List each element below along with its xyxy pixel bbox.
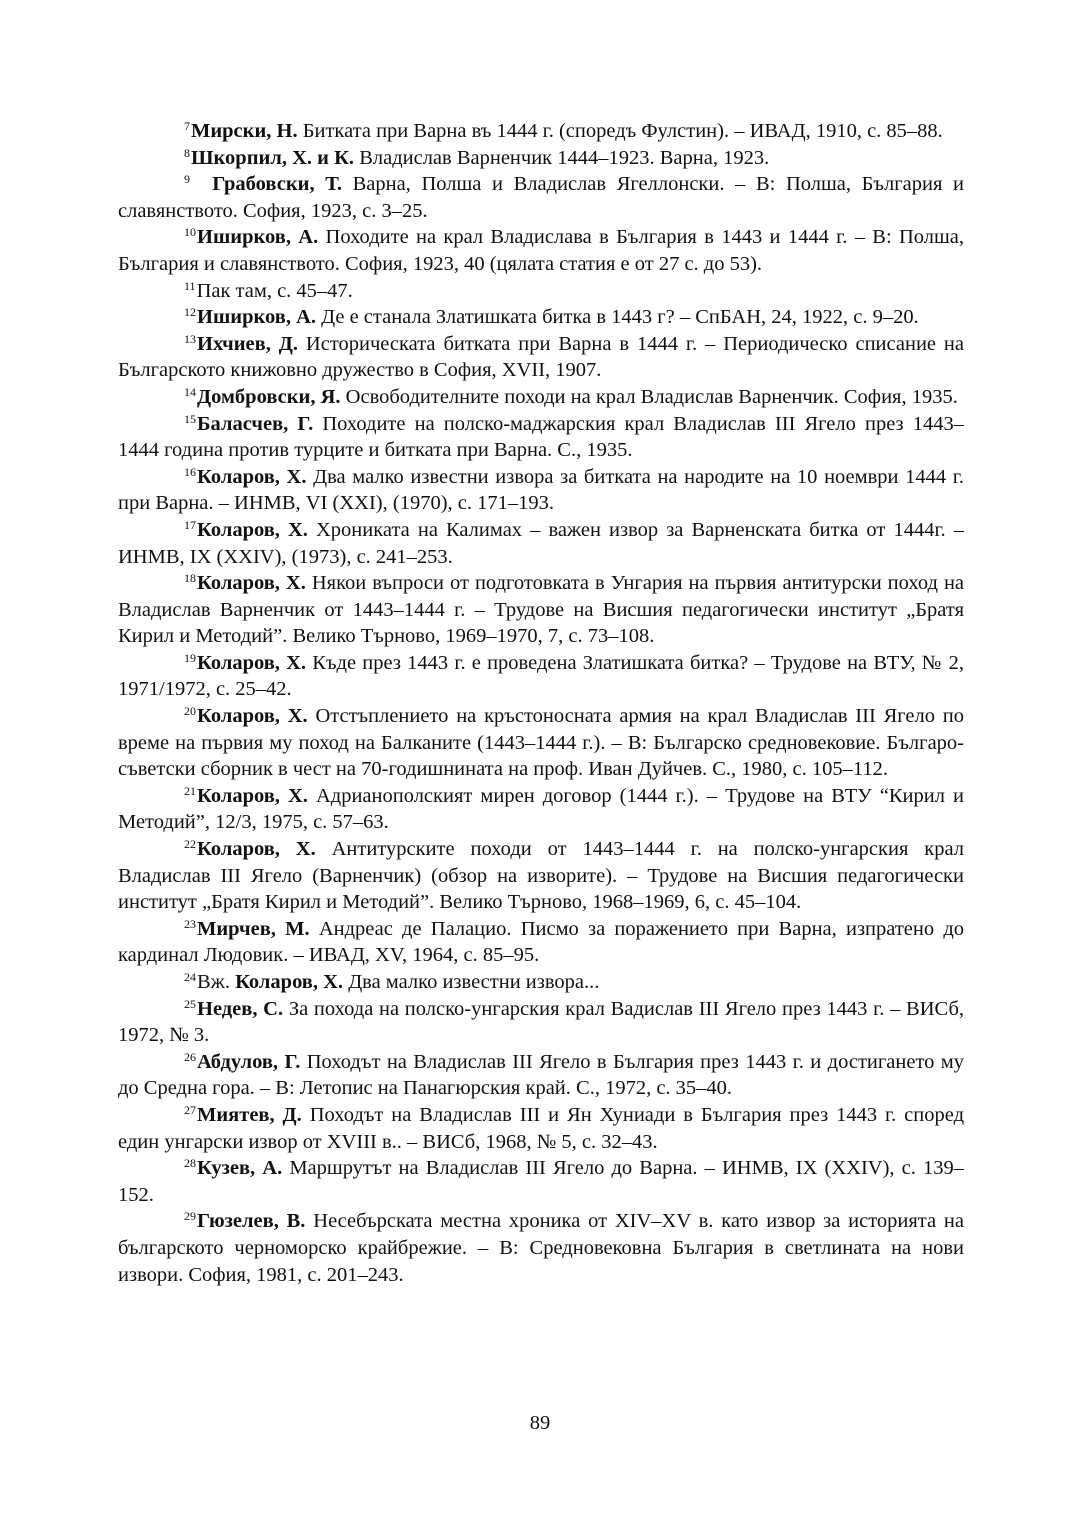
footnote-text: Походът на Владислав III и Ян Хуниади в България през 1443 г. според един унгарски извор от XVIII в.. – ВИСб, 1968, № 5, с. 32–43. [118,1103,965,1153]
footnote-number: 23 [184,916,196,931]
footnote-26 [118,1049,964,1102]
footnote-14 [118,384,964,411]
footnote-11 [118,278,964,305]
footnote-text: Къде през 1443 г. е проведена Златишката битка? – Трудове на ВТУ, № 2, 1971/1972, с. 25–42. [118,651,964,701]
footnote-8 [118,145,964,172]
footnote-18 [118,570,964,650]
footnote-15 [118,411,964,464]
footnote-author: Мирски, Н. [191,120,298,142]
footnote-28 [118,1155,964,1208]
footnote-text: Маршрутът на Владислав III Ягело до Варна. – ИНМВ, IX (XXIV), с. 139–152. [118,1157,965,1206]
footnote-27 [118,1102,964,1155]
footnote-author: Коларов, Х. [197,705,308,728]
footnote-22 [118,836,964,916]
footnote-author: Миятев, Д. [197,1103,302,1126]
footnote-author: Коларов, Х. [197,784,308,807]
footnote-text: Адрианополският мирен договор (1444 г.). – Трудове на ВТУ “Кирил и Методий”, 12/3, 1975, с. 57–63. [118,784,964,834]
footnote-number: 9 [184,172,190,187]
footnote-number: 13 [184,331,196,346]
footnote-number: 10 [184,225,196,240]
footnote-number: 8 [184,145,190,160]
footnote-text: Владислав Варненчик 1444–1923. Варна, 1923. [359,146,770,169]
footnote-text: Антитурските походи от 1443–1444 г. на полско-унгарския крал Владислав III Ягело (Варненчик) (обзор на изворите). – Трудове на Висшия педагогически институт „Братя Кирил и Методий”. Велико Търново, 1968–1969, 6, с. 45–104. [118,838,964,914]
footnote-text: Де е станала Златишката битка в 1443 г? – СпБАН, 24, 1922, с. 9–20. [321,306,919,329]
footnote-23 [118,916,964,969]
footnote-text: Андреас де Палацио. Писмо за поражението при Варна, изпратено до кардинал Людовик. – ИВАД, XV, 1964, с. 85–95. [118,917,964,967]
footnote-13 [118,331,964,384]
footnote-number: 14 [184,384,196,399]
footnote-number: 19 [184,650,196,665]
footnote-author: Коларов, Х. [197,465,307,488]
footnote-19 [118,650,964,703]
footnote-text: Битката при Варна въ 1444 г. (споредъ Фулстин). – ИВАД, 1910, с. 85–88. [302,120,943,142]
footnote-number: 28 [184,1156,196,1171]
footnote-author: Гюзелев, В. [197,1210,306,1233]
footnote-author: Баласчев, Г. [197,412,314,435]
footnote-text: За похода на полско-унгарския крал Вадислав III Ягело през 1443 г. – ВИСб, 1972, № 3. [118,997,965,1047]
footnote-number: 18 [184,571,196,586]
footnote-author: Коларов, Х. [197,838,316,861]
footnote-text: Варна, Полша и Владислав Ягеллонски. – В: Полша, България и славянството. София, 1923, с. 3–25. [118,173,965,222]
footnote-text: Походът на Владислав III Ягело в България през 1443 г. и достигането му до Средна гора. – В: Летопис на Панагюрския край. С., 1972, с. 35–40. [118,1050,965,1100]
footnote-author: Недев, С. [197,997,284,1020]
footnote-prefix: Вж. [197,971,230,993]
footnote-number: 16 [184,464,196,479]
footnote-author: Шкорпил, Х. и К. [191,146,355,169]
footnote-author: Иширков, А. [197,226,319,249]
page-number: 89 [529,1412,551,1434]
footnote-author: Коларов, Х. [197,518,308,541]
footnote-number: 25 [184,996,196,1011]
footnote-author: Абдулов, Г. [197,1050,301,1073]
footnote-text: Несебърската местна хроника от XIV–XV в. като извор за историята на българското черноморско крайбрежие. – В: Средновековна България в светлината на нови извори. София, 1981, с. 201–243. [118,1210,964,1286]
footnote-number: 27 [184,1102,196,1117]
footnote-text: Два малко известни извора... [348,971,600,993]
footnote-text: Хрониката на Калимах – важен извор за Варненската битка от 1444г. – ИНМВ, IX (XXIV), (1973), с. 241–253. [118,518,964,568]
footnote-number: 20 [184,704,196,719]
footnote-number: 29 [184,1209,196,1224]
footnote-24 [118,969,964,996]
footnote-29 [118,1208,964,1288]
footnote-21 [118,783,964,836]
footnote-10 [118,224,964,277]
footnote-author: Кузев, А. [197,1157,283,1180]
footnote-number: 11 [184,278,196,293]
footnote-text: Походите на крал Владислава в България в 1443 и 1444 г. – В: Полша, България и славянството. София, 1923, 40 (цялата статия е от 27 с. до 53). [118,226,964,275]
footnote-20 [118,703,964,783]
footnote-author: Ихчиев, Д. [197,332,298,355]
footnote-number: 15 [184,411,196,426]
footnote-author: Мирчев, М. [197,917,310,940]
footnote-number: 21 [184,783,196,798]
footnote-author: Иширков, А. [197,306,316,329]
footnote-author: Домбровски, Я. [197,385,341,408]
footnote-number: 24 [184,970,196,984]
footnotes-block [118,118,964,1288]
footnote-number: 7 [184,119,190,133]
footnote-text: Пак там, с. 45–47. [196,279,353,302]
footnote-9 [118,171,964,224]
footnote-number: 17 [184,517,196,532]
footnote-text: Освободителните походи на крал Владислав Варненчик. София, 1935. [345,385,958,408]
footnote-author: Коларов, Х. [235,971,344,993]
footnote-25 [118,996,964,1049]
footnote-text: Някои въпроси от подготовката в Унгария на първия антитурски поход на Владислав Варненчик от 1443–1444 г. – Трудове на Висшия педагогически институт „Братя Кирил и Методий”. Велико Търново, 1969–1970, 7, с. 73–108. [118,572,965,648]
footnote-17 [118,517,964,570]
footnote-number: 12 [184,305,196,320]
footnote-author: Коларов, Х. [197,572,306,595]
footnote-text: Отстъплението на кръстоносната армия на крал Владислав III Ягело по време на първия му поход на Балканите (1443–1444 г.). – В: Българско средновековие. Българо-съветски сборник в чест на 70-годишнината на проф. Иван Дуйчев. С., 1980, с. 105–112. [118,705,964,781]
footnote-text: Историческата битката при Варна в 1444 г. – Периодическо списание на Българското книжовно дружество в София, XVII, 1907. [118,332,964,382]
footnote-author: Грабовски, Т. [212,173,342,196]
footnote-number: 22 [184,837,196,852]
footnote-16 [118,464,964,517]
footnote-12 [118,304,964,331]
footnote-author: Коларов, Х. [197,651,307,674]
footnote-text: Походите на полско-маджарския крал Владислав III Ягело през 1443–1444 година против турците и битката при Варна. С., 1935. [118,412,965,462]
footnote-text: Два малко известни извора за битката на народите на 10 ноември 1444 г. при Варна. – ИНМВ, VI (XXI), (1970), с. 171–193. [118,465,964,515]
footnote-number: 26 [184,1049,196,1064]
footnote-7 [118,118,964,145]
